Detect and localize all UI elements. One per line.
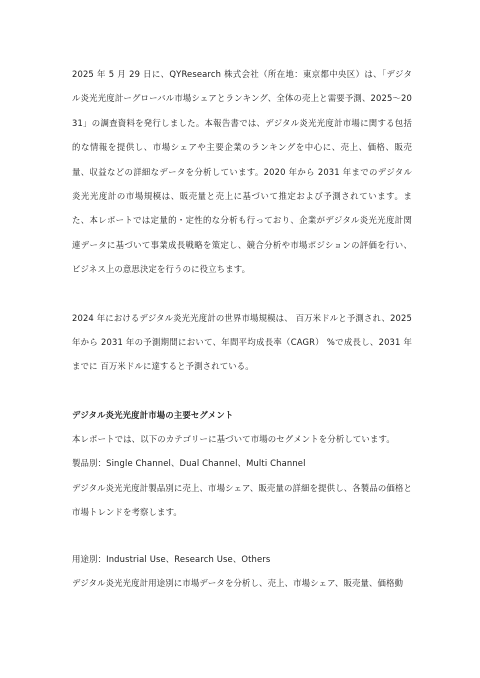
spacer — [72, 282, 412, 306]
document-page — [72, 62, 412, 595]
intro-paragraph: 2025 年 5 月 29 日に、QYResearch 株式会社（所在地：東京都中央区）は、「デジタル炎光光度計ーグローバル市場シェアとランキング、全体の売上と需要予測、2025〜2031」の調査資料を発行しました。本報告書では、デジタル炎光光度計市場に関する包括的な情報を提供し、市場シェアや主要企業のランキングを中心に、売上、価格、販売量、収益などの詳細なデータを分析しています。2020 年から 2031 年までのデジタル炎光光度計の市場規模は、販売量と売上に基づいて推定および予測されています。また、本レポートでは定量的・定性的な分析も行っており、企業がデジタル炎光光度計関連データに基づいて事業成長戦略を策定し、競合分析や市場ポジションの評価を行い、ビジネス上の意思決定を行うのに役立ちます。 — [72, 69, 412, 275]
by-application-description: デジタル炎光光度計用途別に市場データを分析し、売上、市場シェア、販売量、価格動 — [72, 577, 404, 588]
spacer — [72, 525, 412, 547]
spacer — [72, 379, 412, 403]
by-product-description: デジタル炎光光度計製品別に売上、市場シェア、販売量の詳細を提供し、各製品の価格と市場トレンドを考察します。 — [72, 482, 412, 518]
by-product-line: 製品別：Single Channel、Dual Channel、Multi Channel — [72, 458, 306, 469]
by-application-line: 用途別：Industrial Use、Research Use、Others — [72, 553, 271, 564]
segment-heading: デジタル炎光光度計市場の主要セグメント — [72, 409, 234, 420]
segment-lead: 本レポートでは、以下のカテゴリーに基づいて市場のセグメントを分析しています。 — [72, 433, 395, 444]
market-size-paragraph: 2024 年におけるデジタル炎光光度計の世界市場規模は、 百万米ドルと予測され、2025 年から 2031 年の予測期間において、年間平均成長率（CAGR） %で成長し、2031 年までに 百万米ドルに達すると予測されている。 — [72, 312, 412, 372]
